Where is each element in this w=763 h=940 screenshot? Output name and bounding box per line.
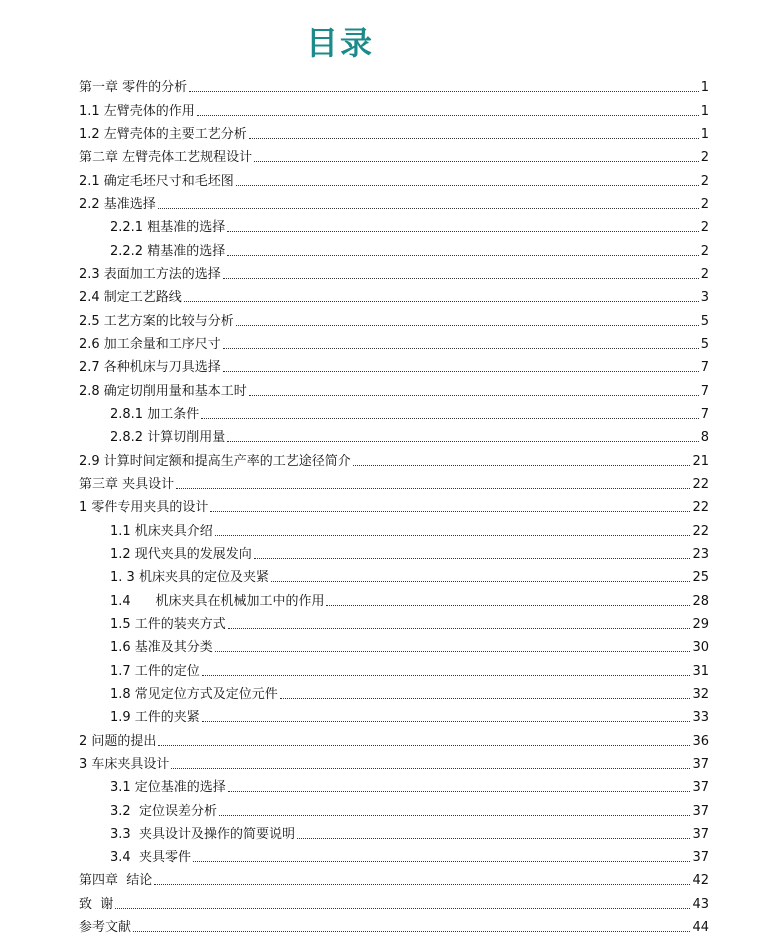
- toc-entry[interactable]: [79, 633, 709, 656]
- toc-entry-label: 3.2 定位误差分析: [110, 803, 217, 819]
- toc-entry-page-number: 31: [692, 663, 709, 679]
- toc-entry[interactable]: [79, 423, 709, 446]
- toc-entry[interactable]: [79, 73, 709, 96]
- toc-entry-page-number: 22: [692, 476, 709, 492]
- toc-entry-label: 2.4 制定工艺路线: [79, 290, 182, 306]
- toc-entry-label: 第一章 零件的分析: [79, 80, 188, 96]
- toc-dot-leader: [193, 861, 691, 862]
- toc-entry[interactable]: [79, 376, 709, 399]
- toc-entry[interactable]: [79, 120, 709, 143]
- toc-entry-label: 1.1 机床夹具介绍: [110, 523, 213, 539]
- toc-entry-label: 2.7 各种机床与刀具选择: [79, 360, 221, 376]
- toc-dot-leader: [115, 908, 690, 909]
- toc-entry[interactable]: [79, 446, 709, 469]
- toc-entry[interactable]: [79, 586, 709, 609]
- toc-entry[interactable]: [79, 516, 709, 539]
- toc-entry-page-number: 33: [692, 710, 709, 726]
- toc-entry[interactable]: [79, 493, 709, 516]
- toc-dot-leader: [202, 675, 691, 676]
- toc-entry-label: 2.2.1 粗基准的选择: [110, 220, 226, 236]
- toc-entry-page-number: 2: [700, 173, 709, 189]
- toc-entry-label: 2 问题的提出: [79, 733, 157, 749]
- toc-entry[interactable]: [79, 283, 709, 306]
- toc-entry-page-number: 2: [700, 220, 709, 236]
- toc-dot-leader: [271, 581, 691, 582]
- toc-entry-page-number: 7: [700, 360, 709, 376]
- toc-entry[interactable]: [79, 656, 709, 679]
- toc-dot-leader: [176, 488, 690, 489]
- toc-entry-label: 2.2 基准选择: [79, 196, 156, 212]
- toc-entry-page-number: 7: [700, 383, 709, 399]
- toc-entry-label: 2.8 确定切削用量和基本工时: [79, 383, 247, 399]
- toc-dot-leader: [158, 208, 699, 209]
- toc-entry-page-number: 28: [692, 593, 709, 609]
- toc-dot-leader: [353, 465, 691, 466]
- toc-entry[interactable]: [79, 843, 709, 866]
- toc-dot-leader: [297, 838, 691, 839]
- toc-entry[interactable]: [79, 563, 709, 586]
- toc-entry[interactable]: [79, 913, 709, 936]
- toc-entry-label: 1.1 左臂壳体的作用: [79, 103, 195, 119]
- toc-entry-label: 第三章 夹具设计: [79, 476, 175, 492]
- toc-entry-page-number: 22: [692, 523, 709, 539]
- toc-entry-page-number: 22: [692, 500, 709, 516]
- toc-entry-page-number: 8: [700, 430, 709, 446]
- toc-entry-label: 1.2 左臂壳体的主要工艺分析: [79, 126, 247, 142]
- toc-entry[interactable]: [79, 773, 709, 796]
- toc-entry-page-number: 25: [692, 570, 709, 586]
- toc-entry[interactable]: [79, 703, 709, 726]
- toc-dot-leader: [223, 348, 699, 349]
- toc-dot-leader: [133, 931, 690, 932]
- toc-entry-label: 1.4 机床夹具在机械加工中的作用: [110, 593, 325, 609]
- toc-entry-label: 1.5 工件的装夹方式: [110, 616, 226, 632]
- toc-entry[interactable]: [79, 353, 709, 376]
- toc-entry-label: 3.1 定位基准的选择: [110, 780, 226, 796]
- toc-entry-label: 2.8.2 计算切削用量: [110, 430, 226, 446]
- toc-dot-leader: [236, 325, 699, 326]
- toc-entry-label: 1.9 工件的夹紧: [110, 710, 200, 726]
- toc-entry-label: 2.9 计算时间定额和提高生产率的工艺途径简介: [79, 453, 351, 469]
- toc-dot-leader: [228, 791, 691, 792]
- toc-entry[interactable]: [79, 190, 709, 213]
- toc-entry-page-number: 2: [700, 243, 709, 259]
- toc-entry-label: 3 车床夹具设计: [79, 756, 170, 772]
- toc-dot-leader: [228, 628, 691, 629]
- toc-dot-leader: [227, 231, 699, 232]
- toc-dot-leader: [223, 278, 699, 279]
- toc-entry-label: 1. 3 机床夹具的定位及夹紧: [110, 570, 269, 586]
- toc-entry[interactable]: [79, 213, 709, 236]
- toc-dot-leader: [236, 185, 699, 186]
- table-of-contents: [79, 73, 709, 936]
- toc-entry-label: 2.8.1 加工条件: [110, 406, 200, 422]
- toc-entry-label: 2.5 工艺方案的比较与分析: [79, 313, 234, 329]
- toc-entry[interactable]: [79, 330, 709, 353]
- toc-entry-label: 1.8 常见定位方式及定位元件: [110, 686, 278, 702]
- toc-dot-leader: [254, 558, 691, 559]
- toc-dot-leader: [215, 651, 691, 652]
- page-title: 目录: [305, 24, 374, 62]
- toc-entry-page-number: 2: [700, 150, 709, 166]
- toc-dot-leader: [210, 511, 690, 512]
- toc-entry-label: 3.4 夹具零件: [110, 850, 191, 866]
- toc-entry-label: 2.3 表面加工方法的选择: [79, 266, 221, 282]
- toc-entry-page-number: 2: [700, 266, 709, 282]
- toc-entry-page-number: 32: [692, 686, 709, 702]
- toc-dot-leader: [254, 161, 699, 162]
- toc-entry[interactable]: [79, 540, 709, 563]
- toc-entry-page-number: 43: [692, 896, 709, 912]
- toc-entry[interactable]: [79, 866, 709, 889]
- toc-dot-leader: [227, 255, 699, 256]
- toc-entry-page-number: 29: [692, 616, 709, 632]
- toc-dot-leader: [249, 138, 699, 139]
- toc-entry[interactable]: [79, 166, 709, 189]
- toc-entry[interactable]: [79, 680, 709, 703]
- toc-entry[interactable]: [79, 726, 709, 749]
- toc-entry-label: 1.6 基准及其分类: [110, 640, 213, 656]
- toc-dot-leader: [184, 301, 699, 302]
- toc-entry-page-number: 42: [692, 873, 709, 889]
- toc-entry[interactable]: [79, 236, 709, 259]
- toc-entry-page-number: 5: [700, 313, 709, 329]
- toc-entry-page-number: 7: [700, 406, 709, 422]
- toc-entry[interactable]: [79, 260, 709, 283]
- toc-dot-leader: [219, 815, 691, 816]
- toc-dot-leader: [227, 441, 699, 442]
- toc-entry-label: 第四章 结论: [79, 873, 153, 889]
- toc-entry-page-number: 21: [692, 453, 709, 469]
- toc-entry[interactable]: [79, 306, 709, 329]
- toc-entry-page-number: 5: [700, 336, 709, 352]
- toc-entry-label: 2.6 加工余量和工序尺寸: [79, 336, 221, 352]
- toc-dot-leader: [249, 395, 699, 396]
- toc-dot-leader: [171, 768, 690, 769]
- toc-entry-label: 2.1 确定毛坯尺寸和毛坯图: [79, 173, 234, 189]
- toc-entry-label: 1.7 工件的定位: [110, 663, 200, 679]
- toc-entry[interactable]: [79, 96, 709, 119]
- toc-entry-label: 参考文献: [79, 920, 132, 936]
- toc-entry-label: 1 零件专用夹具的设计: [79, 500, 209, 516]
- toc-entry-label: 第二章 左臂壳体工艺规程设计: [79, 150, 253, 166]
- toc-entry[interactable]: [79, 796, 709, 819]
- toc-dot-leader: [189, 91, 699, 92]
- toc-entry-page-number: 37: [692, 756, 709, 772]
- toc-entry-label: 2.2.2 精基准的选择: [110, 243, 226, 259]
- toc-dot-leader: [280, 698, 691, 699]
- toc-dot-leader: [326, 605, 690, 606]
- toc-entry-page-number: 1: [700, 80, 709, 96]
- toc-entry-page-number: 1: [700, 126, 709, 142]
- toc-entry[interactable]: [79, 470, 709, 493]
- toc-entry-label: 致 谢: [79, 896, 114, 912]
- toc-entry-page-number: 1: [700, 103, 709, 119]
- toc-entry[interactable]: [79, 750, 709, 773]
- toc-dot-leader: [201, 418, 699, 419]
- toc-entry-page-number: 36: [692, 733, 709, 749]
- toc-entry[interactable]: [79, 610, 709, 633]
- toc-dot-leader: [158, 745, 690, 746]
- toc-entry-page-number: 37: [692, 850, 709, 866]
- toc-entry[interactable]: [79, 400, 709, 423]
- toc-entry[interactable]: [79, 820, 709, 843]
- toc-dot-leader: [223, 371, 699, 372]
- toc-dot-leader: [154, 884, 690, 885]
- toc-entry-page-number: 37: [692, 803, 709, 819]
- toc-entry[interactable]: [79, 889, 709, 912]
- toc-entry-page-number: 37: [692, 780, 709, 796]
- toc-entry-page-number: 37: [692, 826, 709, 842]
- toc-entry-page-number: 44: [692, 920, 709, 936]
- toc-entry-label: 1.2 现代夹具的发展发向: [110, 546, 252, 562]
- toc-dot-leader: [215, 535, 691, 536]
- toc-entry-page-number: 3: [700, 290, 709, 306]
- toc-entry-page-number: 30: [692, 640, 709, 656]
- toc-dot-leader: [202, 721, 691, 722]
- toc-dot-leader: [197, 115, 699, 116]
- toc-entry-page-number: 23: [692, 546, 709, 562]
- toc-entry-page-number: 2: [700, 196, 709, 212]
- toc-entry[interactable]: [79, 143, 709, 166]
- toc-entry-label: 3.3 夹具设计及操作的简要说明: [110, 826, 295, 842]
